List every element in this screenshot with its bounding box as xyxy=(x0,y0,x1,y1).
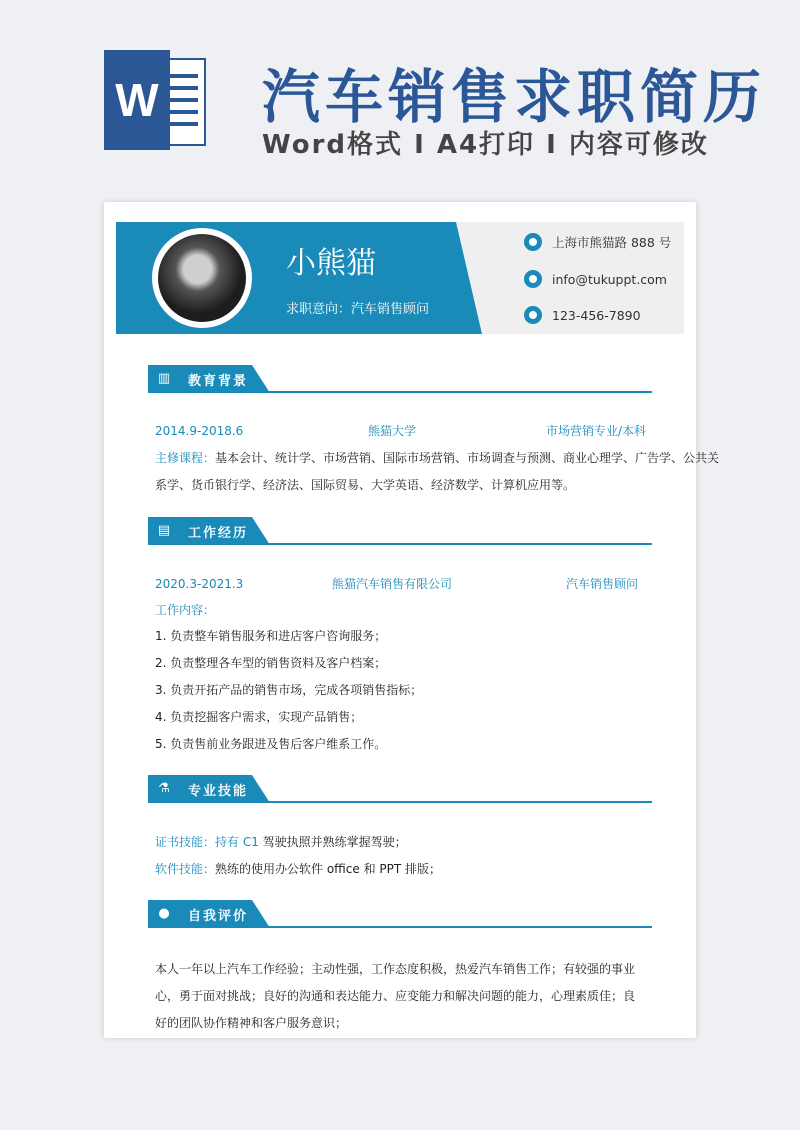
contact-email: info@tukuppt.com xyxy=(524,270,667,288)
section-education xyxy=(148,365,652,393)
books-icon: ▥ xyxy=(157,371,171,386)
user-icon: ● xyxy=(158,906,170,921)
flask-icon: ⚗ xyxy=(158,781,170,796)
work-position: 汽车销售顾问 xyxy=(566,577,639,591)
section-work xyxy=(148,517,652,545)
edu-school: 熊猫大学 xyxy=(368,424,417,438)
list-item: 5. 负责售前业务跟进及售后客户维系工作。 xyxy=(155,737,387,751)
briefcase-icon: ▤ xyxy=(157,523,171,538)
banner-title: 汽车销售求职简历 xyxy=(262,63,767,131)
self-eval-text: 本人一年以上汽车工作经验；主动性强，工作态度积极，热爱汽车销售工作；有较强的事业心，勇于面对挑战；良好的沟通和表达能力、应变能力和解决问题的能力，心理素质佳；良好的团队协作精神和客户服务意识； xyxy=(155,962,636,1030)
banner-subtitle: Word格式 I A4打印 I 内容可修改 xyxy=(262,130,709,160)
section-skills xyxy=(148,775,652,803)
candidate-name: 小熊猫 xyxy=(286,246,376,281)
skill-software: 软件技能：熟练的使用办公软件 office 和 PPT 排版； xyxy=(155,862,442,876)
work-period: 2020.3-2021.3 xyxy=(155,577,244,591)
section-title: 工作经历 xyxy=(188,526,249,541)
resume-page xyxy=(104,202,720,1038)
word-logo-icon xyxy=(104,50,210,150)
contact-address: 上海市熊猫路 888 号 xyxy=(524,233,671,251)
email-icon xyxy=(524,270,542,288)
avatar xyxy=(150,226,254,330)
job-intent: 求职意向：汽车销售顾问 xyxy=(286,302,430,317)
location-icon xyxy=(524,233,542,251)
work-content-label: 工作内容： xyxy=(155,603,216,617)
section-title: 教育背景 xyxy=(188,374,249,389)
contact-phone: 123-456-7890 xyxy=(524,306,641,324)
word-badge: W xyxy=(104,50,170,150)
edu-courses-line1: 主修课程：基本会计、统计学、市场营销、国际市场营销、市场调查与预测、商业心理学、广告学、公共关 xyxy=(155,451,720,465)
list-item: 1. 负责整车销售服务和进店客户咨询服务； xyxy=(155,629,387,643)
work-company: 熊猫汽车销售有限公司 xyxy=(332,577,453,591)
edu-period: 2014.9-2018.6 xyxy=(155,424,244,438)
list-item: 2. 负责整理各车型的销售资料及客户档案； xyxy=(155,656,387,670)
section-title: 自我评价 xyxy=(188,909,249,924)
edu-major: 市场营销专业/本科 xyxy=(546,424,647,438)
section-title: 专业技能 xyxy=(188,784,249,799)
skill-certificate: 证书技能：持有 C1 驾驶执照并熟练掌握驾驶； xyxy=(155,835,407,849)
list-item: 3. 负责开拓产品的销售市场，完成各项销售指标； xyxy=(155,683,423,697)
section-self-eval xyxy=(148,900,652,928)
list-item: 4. 负责挖掘客户需求，实现产品销售； xyxy=(155,710,363,724)
edu-courses-line2: 系学、货币银行学、经济法、国际贸易、大学英语、经济数学、计算机应用等。 xyxy=(155,478,576,492)
phone-icon xyxy=(524,306,542,324)
